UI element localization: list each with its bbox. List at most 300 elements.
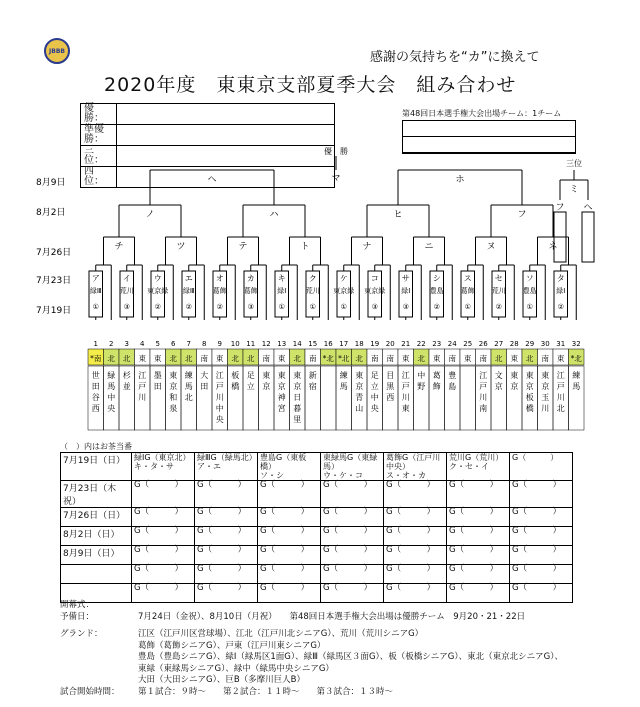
team-name-char: 飾 (432, 382, 441, 391)
slot-team: 東京緑 (364, 287, 386, 295)
slot-rank: ③ (402, 303, 409, 311)
ground-label: グランド： (60, 629, 103, 639)
round2-code: ヌ (486, 242, 496, 252)
team-name-char: 山 (355, 404, 364, 413)
team-name-char: 豊 (448, 371, 457, 380)
third-source: ヘ (583, 203, 593, 213)
schedule-cell (510, 546, 573, 565)
opening-label: 開幕式： (60, 600, 95, 610)
slot-rank: ② (557, 303, 564, 311)
team-name-char: 江 (556, 371, 565, 380)
region-label: 北 (293, 354, 301, 363)
third-source: フ (555, 203, 565, 213)
region-label: 南 (541, 354, 549, 363)
schedule-cell (384, 527, 447, 546)
slot-code: オ (215, 274, 224, 283)
region-label: *南 (90, 354, 102, 363)
seed-number: 5 (155, 340, 160, 348)
slot-code: カ (246, 274, 255, 283)
slot-team: 豊島 (429, 287, 444, 295)
team-name-char: 谷 (91, 393, 100, 402)
team-name-char: 文 (494, 371, 503, 380)
team-name-char: 京 (541, 382, 550, 391)
team-name-char: 東 (169, 371, 178, 380)
seed-number: 32 (571, 340, 581, 348)
ground-slot: G（ ） (197, 583, 247, 593)
team-name-char: 江 (138, 371, 147, 380)
seed-number: 3 (124, 340, 129, 348)
final-code: マ (331, 174, 341, 184)
team-name-char: 泉 (169, 404, 178, 413)
slot-rank: ① (526, 303, 533, 311)
team-name-char: 目 (386, 371, 395, 380)
ground-slot: G（ ） (134, 507, 184, 517)
team-name-char: 宿 (308, 382, 317, 391)
team-name-char: 中 (417, 371, 426, 380)
team-name-char: 馬 (572, 382, 581, 391)
team-name-char: 板 (525, 393, 534, 402)
schedule-cell (321, 508, 384, 527)
team-name-char: 西 (91, 404, 100, 413)
ground-slot: G（ ） (386, 480, 436, 490)
reserve-label: 予備日： (60, 611, 95, 622)
team-name-char: 田 (200, 382, 209, 391)
team-name-char: 中 (107, 393, 116, 402)
slot-rank: ① (309, 303, 316, 311)
team-name-char: 戸 (138, 382, 147, 391)
slot-team: 荒川 (305, 287, 320, 295)
team-name-char: 東 (510, 371, 519, 380)
schedule-cell (510, 527, 573, 546)
team-name-char: 世 (91, 371, 100, 380)
team-name-char: 央 (107, 404, 116, 413)
seed-number: 21 (401, 340, 411, 348)
seed-number: 28 (509, 340, 519, 348)
team-name-char: 青 (355, 393, 364, 402)
seed-number: 19 (370, 340, 380, 348)
ground-slot: G（ ） (386, 564, 436, 574)
schedule-cell (447, 481, 510, 508)
team-name-char: 緑 (107, 371, 116, 380)
ground-slot: G（ ） (386, 545, 436, 555)
ground-slot: G（ ） (323, 507, 373, 517)
result-row (81, 104, 335, 125)
schedule-cell (384, 453, 447, 481)
ground-slot: G（ ） (197, 564, 247, 574)
schedule-cell (510, 565, 573, 584)
team-name-char: 川 (479, 393, 488, 402)
team-name-char: 京 (169, 382, 178, 391)
round2-code: ト (300, 242, 310, 252)
region-label: 北 (417, 354, 425, 363)
seed-number: 14 (292, 340, 302, 348)
round-date: 8月2日 (36, 208, 66, 218)
start-text: 第１試合：９時～ 第２試合：１１時～ 第３試合：１３時～ (138, 686, 394, 697)
slot-code: コ (370, 274, 379, 283)
slot-team: 緑Ⅰ (277, 287, 287, 295)
slot-code: サ (401, 274, 410, 283)
slot-team: 緑Ⅰ (401, 287, 411, 295)
schedule-cell (384, 508, 447, 527)
seed-number: 13 (277, 340, 287, 348)
ground-pairing: ス・オ・カ (386, 471, 426, 480)
team-name-char: 京 (277, 382, 286, 391)
ground-slot: G（ ） (386, 507, 436, 517)
ground-slot: G（ ） (197, 480, 247, 490)
slot-code: タ (556, 274, 565, 283)
team-name-char: 神 (277, 393, 286, 402)
schedule-cell (132, 453, 195, 481)
schedule-cell (510, 508, 573, 527)
schedule-cell (132, 565, 195, 584)
ground-slot: G（ ） (134, 583, 184, 593)
league-logo (44, 38, 70, 64)
seed-number: 25 (463, 340, 473, 348)
ground-pairing: ウ・ケ・コ (323, 471, 363, 480)
schedule-date: 8月9日（日） (61, 546, 132, 565)
ground-name: G（ ） (512, 453, 559, 462)
team-name-char: 京 (525, 382, 534, 391)
schedule-date (61, 565, 132, 584)
slot-code: シ (432, 274, 441, 283)
schedule-cell (195, 453, 258, 481)
round2-code: ツ (176, 242, 186, 252)
round-date: 8月9日 (36, 178, 66, 188)
ground-slot: G（ ） (134, 545, 184, 555)
ground-slot: G（ ） (449, 480, 499, 490)
ground-slot: G（ ） (323, 564, 373, 574)
slot-rank: ③ (247, 303, 254, 311)
region-label: 北 (231, 354, 239, 363)
seed-number: 9 (217, 340, 222, 348)
schedule-cell (195, 527, 258, 546)
ground-line: 豊島（豊島シニアG）、緑Ⅰ（緑馬区1面G）、緑Ⅲ（緑馬区３面G）、板（板橋シニアG）、東北（東京北シニアG）、 (138, 652, 563, 662)
opening-row (60, 600, 563, 612)
team-cell (321, 366, 337, 430)
slot-code: エ (184, 274, 193, 283)
ground-slot: G（ ） (197, 545, 247, 555)
result-label: 四 位： (81, 167, 117, 188)
semifinal-code: ヘ (207, 175, 217, 185)
region-label: 南 (200, 354, 208, 363)
schedule-cell (132, 527, 195, 546)
ground-slot: G（ ） (386, 583, 436, 593)
seed-number: 2 (109, 340, 114, 348)
team-name-char: 日 (293, 393, 302, 402)
team-name-char: 東 (293, 371, 302, 380)
schedule-cell (258, 546, 321, 565)
schedule-row (61, 527, 573, 546)
seed-number: 15 (308, 340, 318, 348)
result-value (117, 104, 335, 125)
ground-slot: G（ ） (323, 583, 373, 593)
team-name-char: 練 (572, 371, 581, 380)
seed-number: 23 (432, 340, 442, 348)
ground-slot: G（ ） (512, 564, 562, 574)
slot-team: 豊島 (522, 287, 537, 295)
schedule-row (61, 565, 573, 584)
seed-number: 10 (230, 340, 240, 348)
schedule-cell (384, 565, 447, 584)
ground-slot: G（ ） (386, 526, 436, 536)
region-label: 北 (107, 354, 115, 363)
team-name-char: 葛 (432, 371, 441, 380)
team-name-char: 橋 (525, 404, 534, 413)
team-name-char: 板 (231, 371, 240, 380)
team-name-char: 北 (184, 393, 193, 402)
ground-slot: G（ ） (197, 507, 247, 517)
result-label: 優 勝： (81, 104, 117, 125)
ground-slot: G（ ） (512, 480, 562, 490)
schedule-cell (384, 481, 447, 508)
slot-code: ソ (525, 274, 534, 283)
slot-team: 緑Ⅲ (182, 287, 195, 295)
ground-name: 緑ⅢG（緑馬北） (197, 453, 257, 462)
team-name-char: 京 (494, 382, 503, 391)
schedule-cell (510, 481, 573, 508)
team-name-char: 玉 (541, 393, 550, 402)
seed-number: 20 (385, 340, 395, 348)
logo-text: JBBB (49, 47, 65, 55)
schedule-cell (447, 527, 510, 546)
ground-name: 荒川G（荒川） (449, 453, 504, 462)
seed-number: 6 (171, 340, 176, 348)
ground-slot: G（ ） (512, 526, 562, 536)
slot-rank: ② (185, 303, 192, 311)
ground-slot: G（ ） (260, 545, 310, 555)
schedule-row (61, 508, 573, 527)
schedule-cell (195, 508, 258, 527)
round2-code: ネ (548, 242, 558, 252)
ground-line: 江区（江戸川区営球場）、江北（江戸川北シニアG）、荒川（荒川シニアG） (138, 629, 424, 639)
team-name-char: 東 (401, 404, 410, 413)
slogan: 感謝の気持ちを“カ”に換えて (370, 50, 540, 65)
ground-slot: G（ ） (260, 480, 310, 490)
ground-pairing: ア・エ (197, 462, 221, 471)
slot-rank: ① (92, 303, 99, 311)
team-name-char: 宮 (277, 404, 286, 413)
seed-number: 16 (323, 340, 333, 348)
round-date: 7月19日 (36, 306, 72, 316)
team-name-char: 江 (479, 371, 488, 380)
region-label: 北 (495, 354, 503, 363)
schedule-cell (132, 508, 195, 527)
qualify-note: 第48回日本選手権大会出場チーム：1チーム (402, 109, 562, 118)
schedule-cell (447, 546, 510, 565)
ground-name: 葛飾G（江戸川中央） (386, 453, 441, 471)
ground-slot: G（ ） (134, 526, 184, 536)
seed-number: 26 (478, 340, 488, 348)
schedule-cell (132, 481, 195, 508)
team-name-char: 和 (169, 393, 178, 402)
schedule-cell (447, 453, 510, 481)
slot-code: ケ (339, 274, 348, 283)
seed-number: 24 (447, 340, 457, 348)
slot-code: イ (122, 274, 131, 283)
third-source-box (582, 212, 594, 262)
schedule-cell (447, 508, 510, 527)
slot-rank: ② (433, 303, 440, 311)
schedule-cell (321, 546, 384, 565)
slot-team: 荒川 (119, 287, 134, 295)
seed-number: 4 (140, 340, 145, 348)
team-name-char: 杉 (122, 371, 131, 380)
team-cell (460, 366, 476, 430)
team-name-char: 川 (556, 393, 565, 402)
round2-code: チ (114, 242, 124, 252)
team-name-char: 江 (215, 371, 224, 380)
team-name-char: 黒 (386, 382, 395, 391)
ground-slot: G（ ） (197, 526, 247, 536)
slot-code: ア (91, 274, 100, 283)
region-label: 東 (138, 354, 146, 363)
region-label: 東 (510, 354, 518, 363)
slot-rank: ③ (371, 303, 378, 311)
seed-number: 31 (556, 340, 566, 348)
slot-rank: ① (464, 303, 471, 311)
team-name-char: 田 (91, 382, 100, 391)
region-label: 南 (371, 354, 379, 363)
schedule-cell (132, 546, 195, 565)
start-row (60, 687, 563, 699)
ground-slot: G（ ） (323, 545, 373, 555)
region-label: 北 (247, 354, 255, 363)
team-name-char: 京 (262, 382, 271, 391)
team-name-char: 京 (510, 382, 519, 391)
page-title: 2020年度 東東京支部夏季大会 組み合わせ (104, 74, 517, 96)
team-name-char: 央 (370, 404, 379, 413)
team-name-char: 新 (308, 371, 317, 380)
ground-name: 豊島G（東板橋） (260, 453, 307, 471)
footer-info (60, 600, 563, 698)
slot-rank: ② (216, 303, 223, 311)
team-name-char: 川 (138, 393, 147, 402)
team-name-char: 練 (339, 371, 348, 380)
ground-slot: G（ ） (260, 526, 310, 536)
schedule-cell (195, 565, 258, 584)
schedule-date: 7月23日（木祝） (61, 481, 132, 508)
ground-slot: G（ ） (134, 480, 184, 490)
team-name-char: 川 (401, 393, 410, 402)
team-name-char: 中 (215, 404, 224, 413)
region-label: 東 (278, 354, 286, 363)
round-date: 7月23日 (36, 276, 72, 286)
schedule-date: 7月26日（日） (61, 508, 132, 527)
third-place-code: ミ (569, 185, 579, 195)
ground-name: 東緑馬G（東緑馬） (323, 453, 378, 471)
schedule-cell (195, 546, 258, 565)
slot-team: 緑Ⅲ (89, 287, 102, 295)
region-label: 南 (262, 354, 270, 363)
schedule-cell (258, 508, 321, 527)
team-name-char: 足 (246, 371, 255, 380)
team-name-char: 立 (370, 382, 379, 391)
team-name-char: 馬 (107, 382, 116, 391)
team-name-char: 戸 (556, 382, 565, 391)
schedule-date: 8月2日（日） (61, 527, 132, 546)
start-label: 試合開始時間： (60, 686, 120, 697)
team-name-char: 並 (122, 382, 131, 391)
ground-slot: G（ ） (134, 564, 184, 574)
ground-lines (138, 629, 563, 687)
team-name-char: 中 (370, 393, 379, 402)
schedule-cell (384, 546, 447, 565)
seed-number: 27 (494, 340, 504, 348)
tournament-bracket (0, 140, 640, 450)
team-name-char: 大 (200, 371, 209, 380)
ground-slot: G（ ） (449, 545, 499, 555)
schedule-note: （ ）内はお茶当番 (60, 442, 132, 451)
slot-code: ウ (153, 274, 162, 283)
slot-team: 葛飾 (243, 287, 258, 295)
schedule-cell (447, 565, 510, 584)
round-date: 7月26日 (36, 248, 72, 258)
schedule-cell (195, 481, 258, 508)
slot-rank: ③ (123, 303, 130, 311)
team-name-char: 東 (541, 371, 550, 380)
ground-slot: G（ ） (512, 583, 562, 593)
team-name-char: 京 (355, 382, 364, 391)
ground-slot: G（ ） (449, 564, 499, 574)
schedule-row (61, 453, 573, 481)
team-name-char: 川 (215, 393, 224, 402)
champion-label: 優 勝 (324, 147, 348, 156)
schedule-cell (321, 481, 384, 508)
team-name-char: 田 (153, 382, 162, 391)
seed-number: 8 (202, 340, 207, 348)
seed-number: 17 (339, 340, 349, 348)
team-name-char: 西 (386, 393, 395, 402)
team-name-char: 北 (556, 404, 565, 413)
ground-line: 葛飾（葛飾シニアG）、戸東（江戸川東シニアG） (138, 640, 326, 651)
team-name-char: 立 (246, 382, 255, 391)
schedule-cell (258, 453, 321, 481)
team-name-char: 央 (215, 415, 224, 424)
region-label: 東 (154, 354, 162, 363)
slot-team: 緑Ⅰ (556, 287, 566, 295)
ground-slot: G（ ） (512, 507, 562, 517)
team-name-char: 京 (293, 382, 302, 391)
region-label: 東 (402, 354, 410, 363)
third-place-label: 三位 (566, 159, 582, 168)
ground-pairing: ク・セ・イ (449, 462, 489, 471)
qualify-row (403, 121, 575, 137)
region-label: *北 (570, 354, 582, 363)
seed-number: 29 (525, 340, 535, 348)
team-name-char: 馬 (339, 382, 348, 391)
schedule-cell (258, 481, 321, 508)
team-name-char: 戸 (479, 382, 488, 391)
team-name-char: 戸 (401, 382, 410, 391)
team-name-char: 練 (184, 371, 193, 380)
region-label: 北 (169, 354, 177, 363)
team-name-char: 戸 (215, 382, 224, 391)
round2-code: テ (238, 242, 248, 252)
seed-number: 12 (261, 340, 271, 348)
region-label: 東 (433, 354, 441, 363)
reserve-row (60, 612, 563, 624)
slot-rank: ② (495, 303, 502, 311)
seed-number: 30 (540, 340, 550, 348)
seed-number: 18 (354, 340, 364, 348)
ground-slot: G（ ） (260, 564, 310, 574)
semifinal-code: ホ (455, 175, 465, 185)
slot-team: 荒川 (491, 287, 506, 295)
schedule-cell (510, 453, 573, 481)
schedule-row (61, 481, 573, 508)
round2-code: ニ (424, 242, 434, 252)
team-name-char: 足 (370, 371, 379, 380)
